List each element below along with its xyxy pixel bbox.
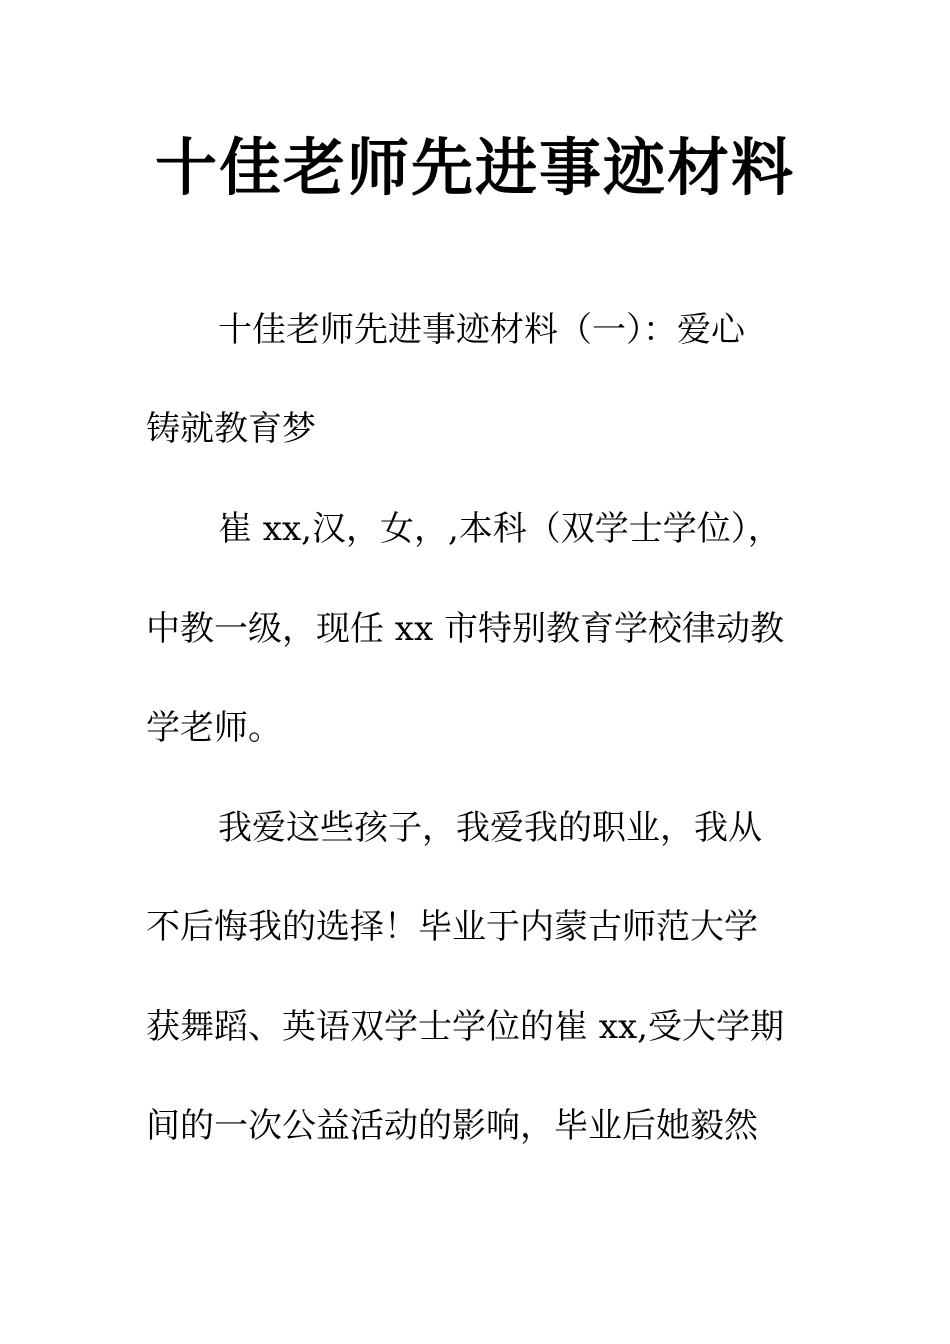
paragraph-line: 十佳老师先进事迹材料（一）：爱心 (218, 310, 745, 350)
paragraph-line: 铸就教育梦 (146, 409, 316, 449)
paragraph-line: 获舞蹈、英语双学士学位的崔 xx,受大学期 (146, 1007, 784, 1047)
paragraph-line: 中教一级，现任 xx 市特别教育学校律动教 (146, 609, 784, 649)
paragraph-line: 学老师。 (146, 708, 282, 748)
paragraph-line: 不后悔我的选择！毕业于内蒙古师范大学 (146, 907, 758, 947)
paragraph-line: 间的一次公益活动的影响，毕业后她毅然 (146, 1106, 758, 1146)
document-title: 十佳老师先进事迹材料 (154, 131, 795, 204)
paragraph-line: 我爱这些孩子，我爱我的职业，我从 (218, 808, 762, 848)
paragraph-line: 崔 xx,汉，女，,本科（双学士学位）， (218, 509, 782, 549)
